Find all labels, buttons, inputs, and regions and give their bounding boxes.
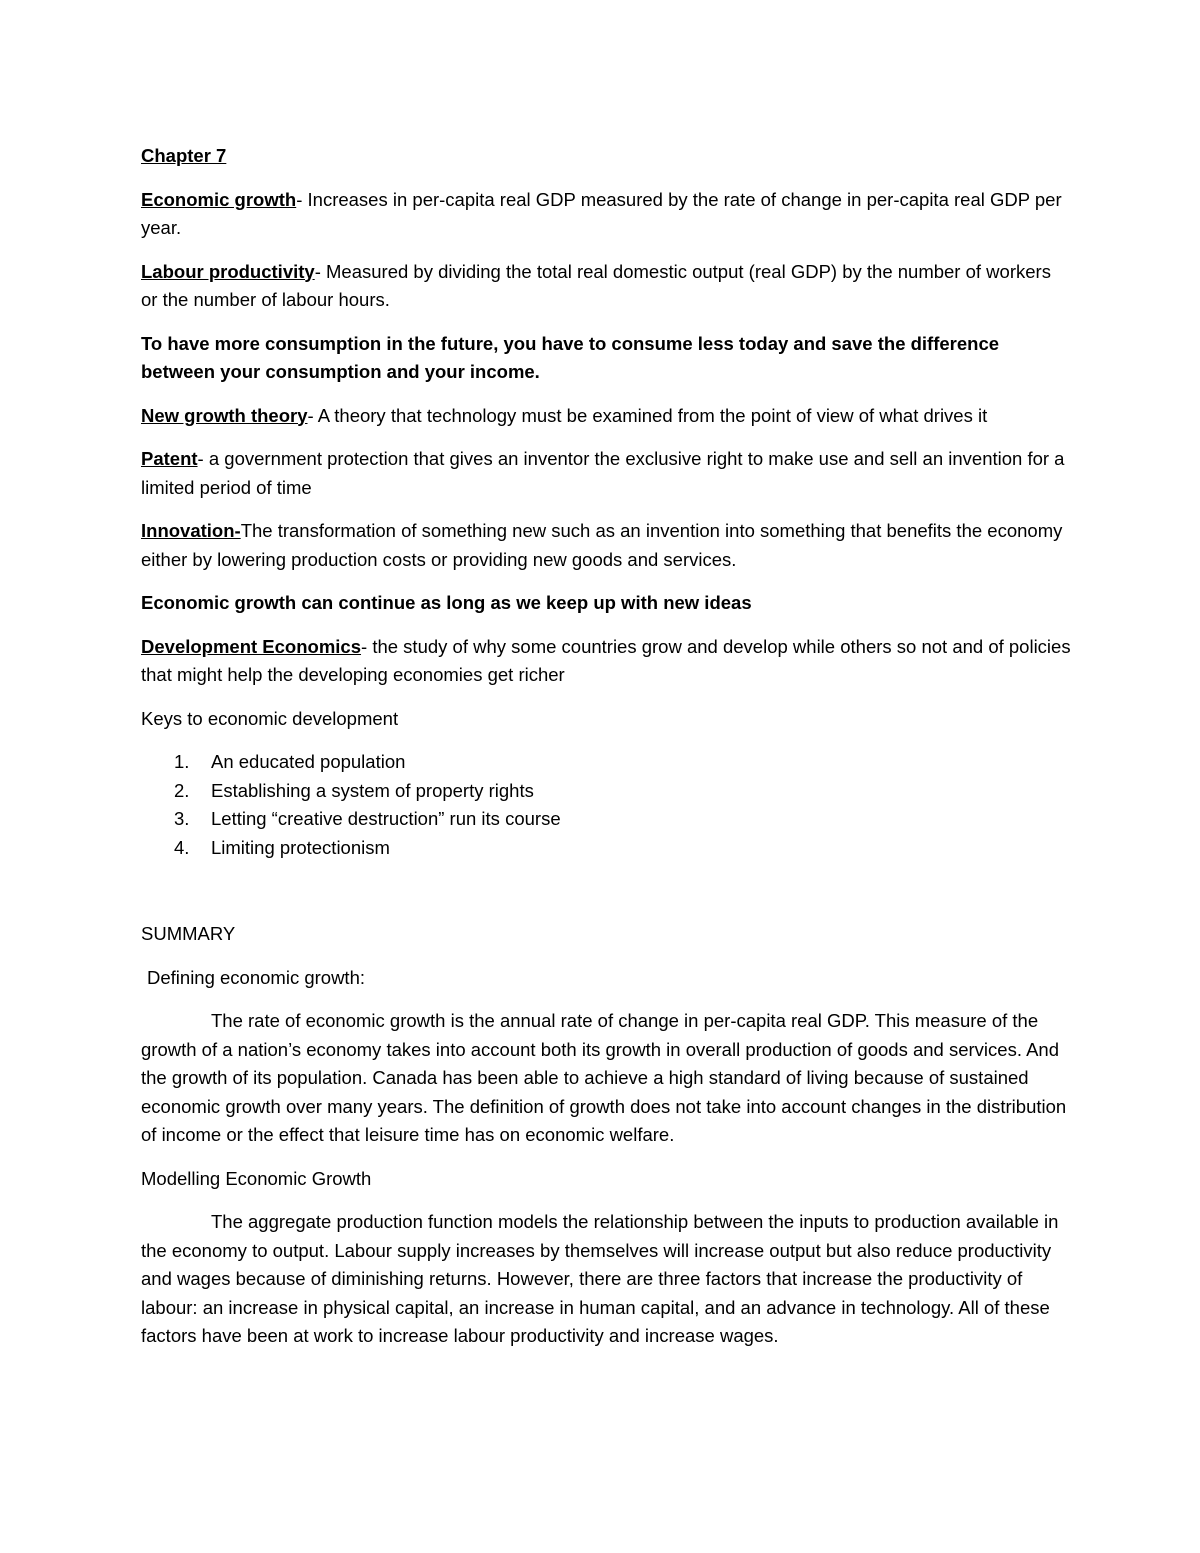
definition-patent: [141, 445, 1071, 502]
definition-economic-growth: [141, 186, 1071, 243]
modelling-heading: Modelling Economic Growth: [141, 1167, 372, 1189]
definition-separator: -: [361, 635, 368, 657]
list-number: 4.: [174, 836, 190, 858]
defining-paragraph: The rate of economic growth is the annual rate of change in per-capita real GDP. This measure of the growth of a nation’s economy takes into account both its growth in overall production of goods and services. And the growth of its population. Canada has been able to achieve a high standard of living because of sustained economic growth over many years. The definition of growth does not take into account changes in the distribution of income or the effect that leisure time has on economic welfare.: [141, 1010, 1067, 1145]
list-item: [141, 834, 1071, 863]
definition-text: Measured by dividing the total real domestic output (real GDP) by the number of workers or the number of labour hours.: [141, 260, 1051, 310]
list-number: 3.: [174, 808, 190, 829]
list-item: [141, 748, 1071, 777]
summary-heading: SUMMARY: [141, 923, 236, 944]
definition-development-economics: [141, 633, 1071, 690]
term-labour-productivity: Labour productivity: [141, 260, 315, 282]
definition-text: Increases in per-capita real GDP measured by the rate of change in per-capita real GDP per year.: [141, 188, 1062, 238]
keys-heading: Keys to economic development: [141, 707, 399, 729]
definition-text: The transformation of something new such as an invention into something that benefits the economy either by lowering production costs or providing new goods and services.: [141, 520, 1063, 570]
defining-heading: Defining economic growth:: [147, 966, 365, 988]
definition-text: a government protection that gives an inventor the exclusive right to make use and sell an invention for a limited period of time: [141, 448, 1065, 498]
list-item-text: Limiting protectionism: [211, 836, 390, 858]
modelling-paragraph: The aggregate production function models the relationship between the inputs to production available in the economy to output. Labour supply increases by themselves will increase output but also reduce productivity and wages because of diminishing returns. However, there are three factors that increase the productivity of labour: an increase in physical capital, an increase in human capital, and an advance in technology. All of these factors have been at work to increase labour productivity and increase wages.: [141, 1211, 1059, 1346]
definition-text: the study of why some countries grow and develop while others so not and of policies that might help the developing economies get richer: [141, 635, 1071, 685]
chapter-title: [141, 142, 1071, 171]
list-item-text: An educated population: [211, 751, 406, 772]
statement-new-ideas: Economic growth can continue as long as we keep up with new ideas: [141, 592, 752, 613]
definition-innovation: [141, 517, 1071, 574]
definition-separator: -: [307, 404, 314, 426]
definition-labour-productivity: [141, 258, 1071, 315]
list-number: 2.: [174, 779, 190, 801]
document-content: [141, 142, 1071, 1366]
list-item-text: Letting “creative destruction” run its course: [211, 808, 561, 829]
definition-new-growth-theory: [141, 402, 1071, 431]
definition-text: A theory that technology must be examined from the point of view of what drives it: [313, 404, 988, 426]
list-item: [141, 777, 1071, 806]
list-number: 1.: [174, 751, 190, 772]
term-patent: Patent: [141, 448, 198, 469]
list-item-text: Establishing a system of property rights: [211, 779, 534, 801]
spacer: [141, 862, 1071, 920]
term-innovation: Innovation-: [141, 520, 241, 541]
term-new-growth-theory: New growth theory: [141, 404, 308, 426]
definition-separator: -: [197, 448, 204, 469]
definition-separator: -: [296, 188, 303, 210]
list-item: [141, 805, 1071, 834]
term-economic-growth: Economic growth: [141, 188, 297, 210]
chapter-title-text: Chapter 7: [141, 145, 227, 166]
term-development-economics: Development Economics: [141, 635, 362, 657]
statement-consumption: To have more consumption in the future, you have to consume less today and save the difference between your consumption and your income.: [141, 332, 1000, 382]
keys-list: [141, 748, 1071, 862]
definition-separator: -: [314, 260, 321, 282]
